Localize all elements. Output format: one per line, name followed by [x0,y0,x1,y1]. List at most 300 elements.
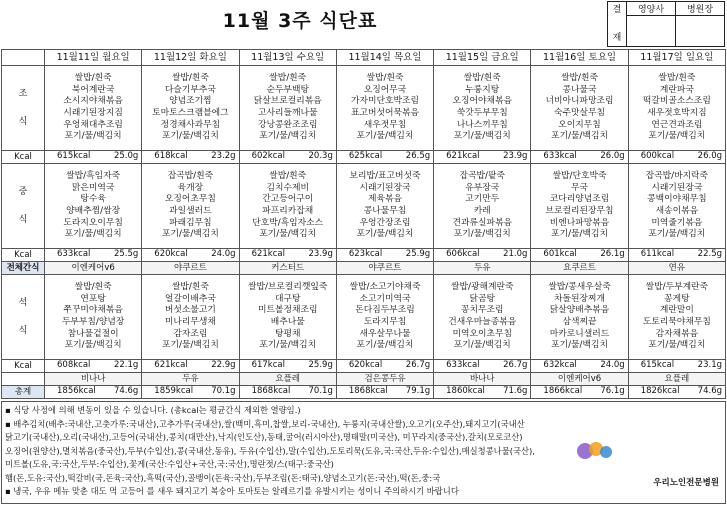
total-cell [628,386,725,399]
menu-item: 콩나물국 [562,84,597,95]
menu-item: 북어계란국 [71,84,115,95]
protein-value: 25.9g [405,249,431,259]
menu-item: 포기/물/백김치 [161,131,219,142]
menu-item: 배추나물 [270,317,305,327]
menu-item: 비엔나파망볶음 [549,217,610,228]
approval-sign-1[interactable] [627,16,676,47]
menu-item: 파래김무침 [169,217,212,228]
meal-cell [45,275,142,360]
approval-dietitian: 영양사 [627,2,676,16]
kcal-value: 601kcal [543,249,577,259]
menu-item: 견과류실파볶음 [452,217,513,228]
snack-cell: 야쿠르트 [336,262,433,275]
kcal-cell [239,249,336,262]
menu-item: 포기/물/백김치 [356,131,414,142]
row-label-text: 식 [18,326,28,336]
row-label [2,386,45,399]
row-label [2,66,45,151]
corner-cell [2,50,45,66]
menu-item: 연포탕 [80,293,106,304]
total-kcal: 1866kcal [543,386,583,396]
menu-item: 유부장국 [465,182,500,193]
kcal-cell [531,151,628,164]
kcal-value: 620kcal [154,249,188,259]
menu-item: 가자미단호박조림 [350,96,419,107]
menu-item: 보리밥/표고버섯죽 [349,171,421,182]
menu-item: 순두부백탕 [266,84,309,95]
menu-item: 시래기된장지짐 [63,108,123,118]
menu-item: 닭곰탕 [469,293,496,304]
meal-cell [628,164,725,249]
approval-label-2: 재 [612,33,622,43]
notes-box [1,401,726,504]
menu-item: 미역줄기볶음 [651,217,703,228]
note-line: 미트볼(도유,국:국산,두부:수입산),꽃게(국산:수입산+국산,국:국산),명란젓/스(태구:중국산) [5,459,334,469]
kcal-cell [628,360,725,373]
total-row [2,386,726,399]
menu-item: 쌀밥/흰죽 [658,73,696,84]
meal-cell [239,66,336,151]
menu-item: 제육볶음 [367,194,402,205]
menu-item: 쌀밥/흰죽 [171,282,209,293]
kcal-value: 625kcal [348,151,383,161]
day-header: 11월11일 월요일 [45,50,142,66]
protein-value: 26.0g [697,151,722,161]
snack-cell: 검은콩두유 [336,373,433,386]
kcal-cell [45,151,142,164]
menu-item: 고기만두 [465,194,500,205]
menu-item: 고사리들깨나물 [257,108,318,118]
note-line: ▪ 식당 사정에 의해 변동이 있을 수 있습니다. (총kcal는 평균간식 제외한 열량임.) [5,405,301,415]
meal-cell [531,275,628,360]
menu-item: 표고버섯어묵볶음 [350,108,419,118]
menu-item: 시래기된장국 [359,182,411,193]
kcal-value: 615kcal [640,360,675,370]
protein-value: 21.0g [503,249,528,259]
meal-cell [239,275,336,360]
menu-item: 포기/물/백김치 [161,229,219,240]
menu-item: 감자채볶음 [655,328,699,339]
protein-value: 24.0g [211,249,236,259]
protein-value: 26.5g [405,151,431,161]
total-kcal: 1868kcal [348,386,388,396]
total-kcal: 1856kcal [57,386,96,396]
total-protein: 70.1g [308,386,333,396]
menu-item: 포기/물/백김치 [161,340,219,351]
kcal-value: 608kcal [57,360,91,370]
menu-item: 계란파국 [659,84,694,95]
menu-item: 포기/물/백김치 [453,340,511,351]
menu-item: 정경채사과무침 [160,119,221,130]
total-kcal: 1868kcal [251,386,291,396]
kcal-cell [45,360,142,373]
kcal-cell [142,360,239,373]
row-label [2,360,45,373]
kcal-value: 633kcal [446,360,480,370]
snack-cell: 이엔케어v6 [45,262,142,275]
menu-item: 쌀밥/흰죽 [366,73,404,84]
protein-value: 23.9g [503,151,528,161]
menu-item: 콩나물무침 [363,206,407,216]
kcal-cell [628,151,725,164]
total-protein: 74.6g [113,386,139,396]
meal-cell [142,66,239,151]
menu-item: 소시지야채볶음 [63,96,123,107]
page-title: 11월 3주 식단표 [222,10,378,32]
protein-value: 26.7g [405,360,431,370]
snack-cell: 두유 [142,373,239,386]
meal-cell [142,275,239,360]
menu-item: 카레 [473,206,491,216]
menu-item: 도라지무침 [363,317,407,327]
hospital-name: 우리노인전문병원 [653,478,719,488]
kcal-cell [434,360,531,373]
row-label-text: 식 [18,117,28,127]
total-cell [239,386,336,399]
total-protein: 71.6g [503,386,528,396]
menu-item: 오징어무국 [363,84,407,95]
kcal-cell [142,249,239,262]
menu-item: 쌀밥/콩새우살죽 [548,282,611,293]
row-label [2,151,45,164]
menu-item: 포기/물/백김치 [551,131,608,142]
approval-box [607,1,725,47]
menu-item: 새우젓무침 [363,119,407,130]
menu-item: 너비아니파망조림 [545,96,614,107]
row-label-text: 석 [18,298,28,308]
menu-item: 숙주맛살무침 [554,108,606,118]
menu-item: 토마토스크램블에그 [152,108,229,118]
meal-cell [142,164,239,249]
day-header: 11월15일 금요일 [434,50,531,66]
menu-item: 포기/물/백김치 [64,340,122,351]
menu-item: 양념조기찜 [169,96,212,107]
menu-item: 다슬기부추국 [164,84,216,95]
menu-item: 우엉채대추조림 [63,119,123,130]
menu-item: 포기/물/백김치 [648,229,706,240]
menu-item: 강낭콩완조조림 [257,119,318,130]
kcal-cell [239,151,336,164]
menu-item: 쌀밥/단호박죽 [552,171,607,182]
meal-row-breakfast [2,66,726,151]
menu-item: 잡곡밥/흰죽 [167,171,214,182]
kcal-value: 620kcal [348,360,383,370]
menu-item: 도토리묵야채무침 [642,317,711,327]
protein-value: 22.9g [211,360,236,370]
menu-item: 쌀밥/흰죽 [269,73,307,84]
menu-item: 계란말이 [659,305,694,316]
menu-item: 쌀밥/흰죽 [74,73,112,84]
meal-cell [628,275,725,360]
total-cell [434,386,531,399]
menu-item: 포기/물/백김치 [64,229,122,240]
meal-cell [434,66,531,151]
approval-director: 병원장 [676,2,725,16]
menu-item: 포기/물/백김치 [259,131,317,142]
meal-row-lunch [2,164,726,249]
menu-item: 포기/물/백김치 [259,229,317,240]
snack-cell: 비나나 [45,373,142,386]
menu-item: 잡곡밥/팥죽 [459,171,505,182]
protein-value: 22.5g [697,249,722,259]
row-label-text: Kcal [14,360,32,371]
note-line: 햄(돈,도유:국산),떡갈비(국,돈육:국산),흑떡(국산),골뱅이(돈육:국산),두부조림(돈:태국),양념소고기(돈:국산),떡(돈,중:국 [5,472,441,483]
row-label-text: 중 [18,187,28,197]
menu-item: 단호박/흑임자소스 [252,217,324,228]
menu-item: 육개장 [177,182,204,193]
kcal-value: 617kcal [251,360,285,370]
menu-item: 오이지무침 [558,119,601,130]
total-kcal: 1860kcal [446,386,485,396]
snack-row [2,262,726,275]
protein-value: 25.5g [113,249,139,259]
meal-cell [45,66,142,151]
protein-value: 24.0g [600,360,625,370]
protein-value: 23.1g [697,360,722,370]
snack-cell: 요플레 [628,373,725,386]
note-line: ▪ 배추김치(배추:국내산,고춧가루:국내산),고추가루(국내산),쌀(백미,흑미,찹쌀,보리-국내산), 누룽지(국내산쌀),오고기(오주산),돼지고기(국내산 [5,418,525,429]
menu-item: 삼색찌끝 [562,317,597,327]
total-kcal: 1826kcal [640,386,680,396]
menu-item: 포기/물/백김치 [551,340,608,351]
total-cell [45,386,142,399]
menu-item: 쌀밥/소고기야채죽 [349,282,421,293]
menu-item: 미트볼정채조림 [257,305,318,316]
row-label-text: 전체간식 [6,262,40,273]
menu-item: 마카로니샐러드 [549,328,610,339]
menu-item: 코다리양념조림 [549,194,610,205]
row-label-text: 식 [18,215,28,225]
kcal-value: 611kcal [640,249,675,259]
snack-cell: 요쿠르트 [531,262,628,275]
menu-item: 돈다짐두부조림 [355,305,415,316]
menu-item: 포기/물/백김치 [551,229,608,240]
protein-value: 23.9g [308,249,333,259]
menu-item: 새우살무나물 [359,328,411,339]
kcal-value: 615kcal [57,151,91,161]
total-protein: 74.6g [697,386,722,396]
meal-cell [239,164,336,249]
row-label [2,249,45,262]
meal-row-dinner [2,275,726,360]
menu-item: 포기/물/백김치 [453,131,511,142]
menu-item: 포기/물/백김치 [64,131,122,142]
protein-value: 25.0g [113,151,139,161]
menu-item: 콩백이야채무침 [647,194,707,205]
menu-item: 감자조림 [173,328,208,339]
menu-item: 건새우마늘종볶음 [448,317,517,327]
meal-cell [336,66,433,151]
meal-cell [336,164,433,249]
kcal-cell [142,151,239,164]
kcal-value: 602kcal [251,151,285,161]
kcal-cell [434,249,531,262]
menu-item: 포기/물/백김치 [648,131,706,142]
menu-item: 맑은미역국 [71,182,115,193]
kcal-cell [531,249,628,262]
menu-item: 미나리무생채 [164,317,216,327]
menu-item: 시래기된장국 [651,182,703,193]
meal-cell [628,66,725,151]
menu-item: 대구탕 [274,293,301,304]
menu-item: 간고등어구이 [262,194,314,205]
meal-cell [336,275,433,360]
menu-item: 새우젓호박지짐 [647,108,707,118]
menu-item: 얼갈이배추국 [164,293,216,304]
total-cell [142,386,239,399]
day-header: 11월12일 화요일 [142,50,239,66]
menu-item: 쌀밥/흰죽 [171,73,209,84]
menu-item: 김치수제비 [266,182,309,193]
hospital-logo-icon [575,438,615,464]
meal-cell [45,164,142,249]
menu-table [1,49,726,399]
day-header: 11월14일 목요일 [336,50,433,66]
protein-value: 26.7g [503,360,528,370]
menu-item: 꽁게탕 [664,293,690,304]
meal-cell [531,164,628,249]
menu-item: 무국 [571,182,589,193]
note-line: ▪ 냉국, 우유 메뉴 맞춘 대도 먹 고등어 를 새우 돼지고기 복숭아 토마토는 알레르기를 유발시키는 성이니 주의하시기 바랍니다 [5,486,459,496]
snack-cell: 두유 [434,262,531,275]
kcal-cell [336,151,433,164]
menu-item: 두부부침/양념장 [61,317,125,327]
menu-item: 과일샐러드 [169,206,212,216]
kcal-value: 621kcal [154,360,188,370]
row-label-text: 총계 [14,386,32,397]
kcal-cell [336,249,433,262]
kcal-value: 623kcal [348,249,383,259]
kcal-cell [434,151,531,164]
menu-item: 닭살브로컬리볶음 [253,96,322,107]
menu-item: 쭈꾸미야채볶음 [63,305,123,316]
day-header: 11월17일 일요일 [628,50,725,66]
kcal-cell [239,360,336,373]
kcal-value: 633kcal [57,249,91,259]
menu-item: 쑥갓두부무침 [456,108,508,118]
menu-item: 나나스끼무침 [456,119,508,130]
menu-item: 새송이볶음 [655,206,699,216]
note-line: 닭고기(국내산),오리(국내산),고등어(국내산),콩치(대만산),낙지(인도산),동태,굴어(러시아산),명태말(미국산), 미꾸라지(중국산),갈치(모로코산) [5,432,523,442]
menu-item: 포기/물/백김치 [356,229,414,240]
row-label [2,262,45,275]
kcal-value: 621kcal [446,151,480,161]
protein-value: 26.1g [600,249,625,259]
kcal-row [2,151,726,164]
kcal-value: 632kcal [543,360,577,370]
protein-value: 25.9g [308,360,333,370]
snack-cell: 바나나 [434,373,531,386]
menu-item: 포기/물/백김치 [453,229,511,240]
total-protein: 76.1g [600,386,625,396]
row-label-text: Kcal [14,151,32,162]
approval-label [608,2,627,47]
kcal-value: 618kcal [154,151,188,161]
snack-cell: 요플레 [239,373,336,386]
menu-item: 오징어야채볶음 [452,96,513,107]
kcal-cell [45,249,142,262]
total-protein: 70.1g [211,386,236,396]
menu-item: 브로컬리된장무침 [545,206,614,216]
total-protein: 79.1g [405,386,431,396]
menu-item: 도라지오이무침 [63,217,123,228]
meal-cell [434,275,531,360]
menu-item: 쌀밥/흑임자죽 [66,171,121,182]
snack-cell: 연유 [628,262,725,275]
row-label-empty [2,373,45,386]
menu-item: 닭살양배추볶음 [549,305,610,316]
total-cell [336,386,433,399]
total-kcal: 1859kcal [154,386,194,396]
row-label-text: Kcal [14,249,32,260]
menu-item: 쌀밥/흰죽 [463,73,501,84]
approval-sign-2[interactable] [676,16,725,47]
kcal-cell [336,360,433,373]
menu-item: 참나물겉절이 [67,328,119,339]
menu-item: 탕수육 [80,194,106,205]
menu-item: 누룽지탕 [465,84,500,95]
menu-item: 쌀밥/흰죽 [269,171,307,182]
menu-item: 오징어초무침 [164,194,216,205]
row-label-text: 조 [18,89,28,99]
menu-item: 우엉간장조림 [359,217,411,228]
kcal-cell [531,360,628,373]
menu-item: 포기/물/백김치 [648,340,706,351]
kcal-value: 600kcal [640,151,675,161]
snack-cell: 야쿠르트 [142,262,239,275]
protein-value: 22.1g [113,360,139,370]
note-line: 오징어(원양산),멸치볶음(중국산),두부(수입산),콩(국내산,동유), 두유(수입산),말(수입산),도토리묵(도유,국:국산,두유:수입산),매실청콩나물(국산), [5,445,535,456]
menu-item: 잡곡밥/바지락죽 [645,171,709,182]
snack-cell: 이엔케어v6 [531,373,628,386]
meal-cell [531,66,628,151]
protein-value: 26.0g [600,151,625,161]
menu-item: 탕평채 [274,328,301,339]
menu-item: 쌀밥/두부계란죽 [645,282,709,293]
menu-item: 포기/물/백김치 [259,340,317,351]
menu-item: 쌀밥/흰죽 [74,282,112,293]
menu-item: 양배추찜/쌈장 [66,206,121,216]
menu-item: 연근견과조림 [651,119,703,130]
snack-row-2 [2,373,726,386]
menu-item: 떡갈비골소스조림 [642,96,711,107]
menu-item: 포기/물/백김치 [356,340,414,351]
menu-item: 쌀밥/광해계란죽 [451,282,514,293]
kcal-cell [628,249,725,262]
menu-item: 차돌된장찌개 [554,293,606,304]
row-label [2,164,45,249]
kcal-row [2,360,726,373]
kcal-value: 621kcal [251,249,285,259]
protein-value: 20.3g [308,151,333,161]
kcal-value: 633kcal [543,151,577,161]
menu-item: 쌀밥/브로컬리깻잎죽 [247,282,328,293]
menu-item: 미역오이초무침 [452,328,513,339]
day-header: 11월16일 토요일 [531,50,628,66]
menu-item: 파프리카잡채 [262,206,314,216]
menu-item: 꽁치무조림 [461,305,504,316]
kcal-value: 606kcal [446,249,480,259]
meal-cell [434,164,531,249]
row-label [2,275,45,360]
kcal-row [2,249,726,262]
approval-label-1: 결 [612,5,622,15]
menu-item: 쌀밥/흰죽 [561,73,599,84]
snack-cell: 커스터드 [239,262,336,275]
total-cell [531,386,628,399]
protein-value: 23.2g [211,151,236,161]
menu-item: 소고기미역국 [359,293,411,304]
